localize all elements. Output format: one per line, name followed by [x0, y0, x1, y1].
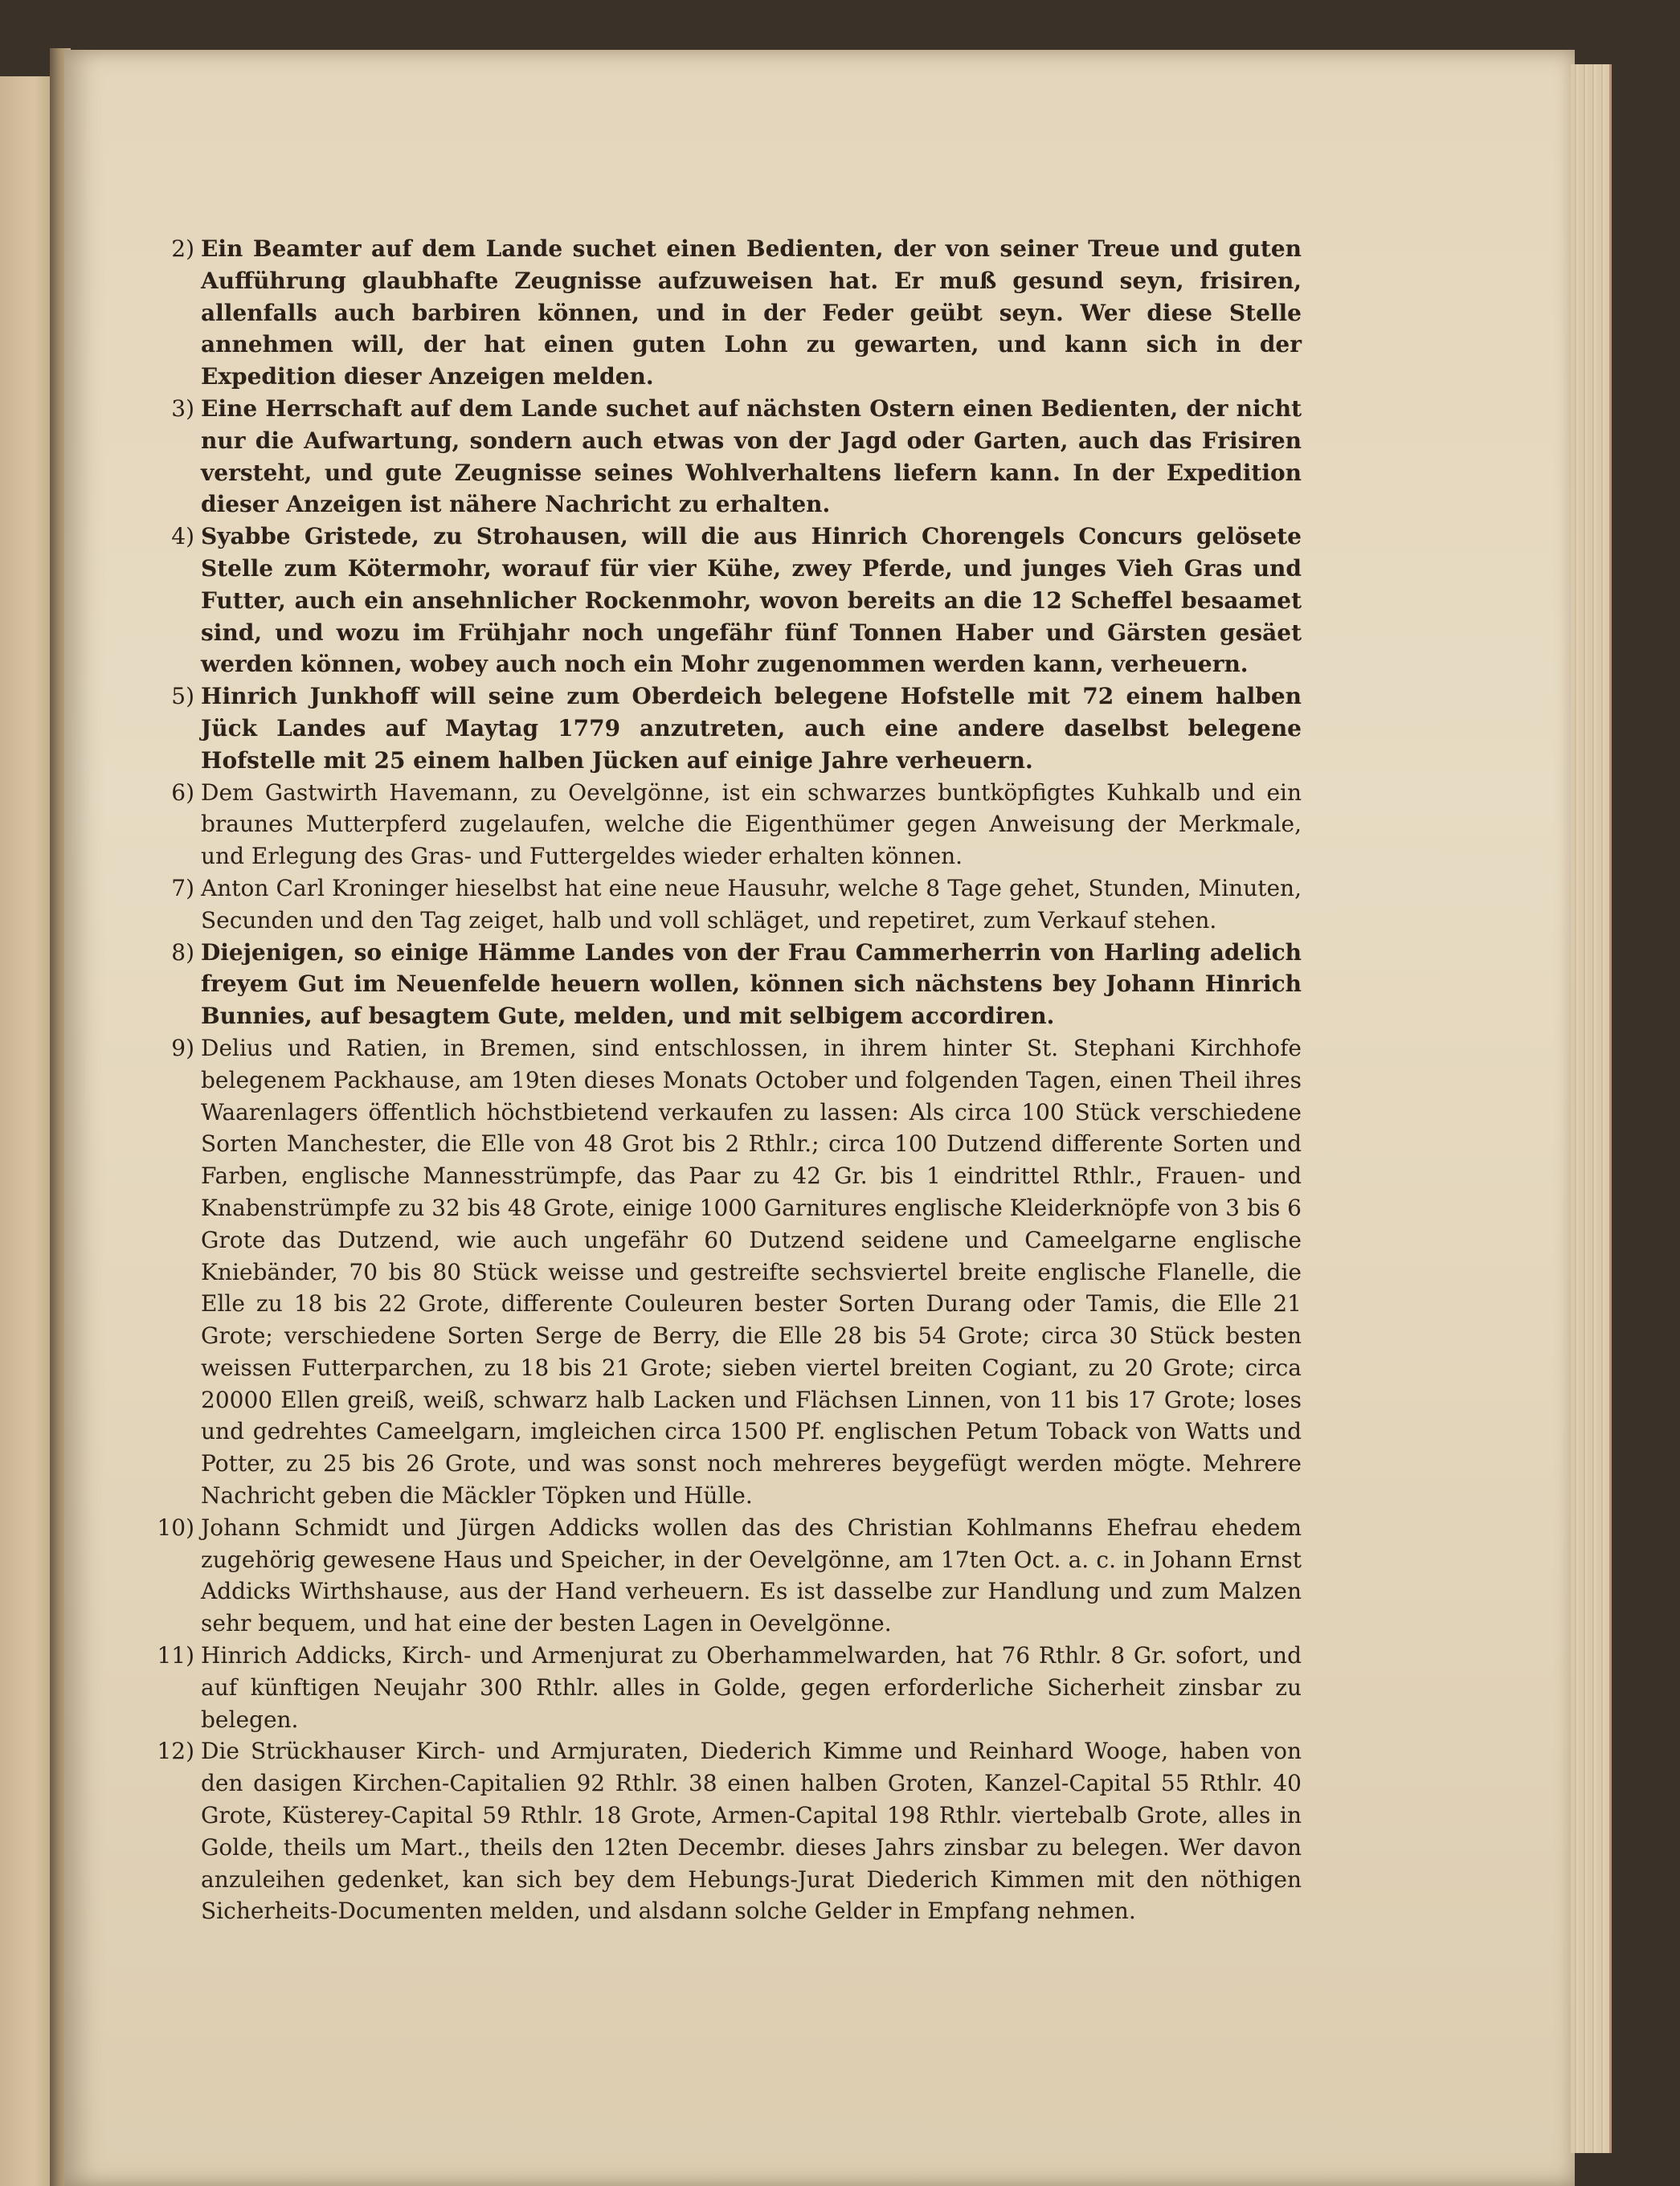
entry-4	[153, 521, 1302, 680]
facing-page-edge	[0, 76, 56, 2186]
entry-11	[153, 1640, 1302, 1735]
advertisements-text	[153, 233, 1302, 1927]
entry-7	[153, 872, 1302, 937]
entry-text: Hinrich Addicks, Kirch- und Armenjurat zu Oberhammelwarden, hat 76 Rthlr. 8 Gr. sofort, und auf künftigen Neujahr 300 Rthlr. alles in Golde, gegen erforderliche Sicherheit zinsbar zu belegen.	[201, 1642, 1302, 1733]
entry-text: Ein Beamter auf dem Lande suchet einen Bedienten, der von seiner Treue und guten Aufführung glaubhafte Zeugnisse aufzuweisen hat. Er muß gesund seyn, frisiren, allenfalls auch barbiren können, und in der Feder geübt seyn. Wer diese Stelle annehmen will, der hat einen guten Lohn zu gewarten, und kann sich in der Expedition dieser Anzeigen melden.	[201, 235, 1302, 390]
entry-text: Diejenigen, so einige Hämme Landes von der Frau Cammerherrin von Harling adelich freyem Gut im Neuenfelde heuern wollen, können sich nächstens bey Johann Hinrich Bunnies, auf besagtem Gute, melden, und mit selbigem accordiren.	[201, 938, 1302, 1030]
entry-5	[153, 680, 1302, 776]
entry-number: 9)	[171, 1034, 194, 1061]
entry-6	[153, 777, 1302, 872]
entry-text: Anton Carl Kroninger hieselbst hat eine neue Hausuhr, welche 8 Tage gehet, Stunden, Minuten, Secunden und den Tag zeiget, halb und voll schläget, und repetiret, zum Verkauf stehen.	[201, 874, 1302, 934]
entry-number: 6)	[171, 778, 194, 806]
entry-number: 4)	[171, 523, 194, 550]
entry-number: 7)	[171, 874, 194, 901]
entry-text: Johann Schmidt und Jürgen Addicks wollen das des Christian Kohlmanns Ehefrau ehedem zugehörig gewesene Haus und Speicher, in der Oevelgönne, am 17ten Oct. a. c. in Johann Ernst Addicks Wirthshause, aus der Hand verheuern. Es ist dasselbe zur Handlung und zum Malzen sehr bequem, und hat eine der besten Lagen in Oevelgönne.	[201, 1514, 1302, 1637]
entry-text: Die Strückhauser Kirch- und Armjuraten, Diederich Kimme und Reinhard Wooge, haben von den dasigen Kirchen-Capitalien 92 Rthlr. 38 einen halben Groten, Kanzel-Capital 55 Rthlr. 40 Grote, Küsterey-Capital 59 Rthlr. 18 Grote, Armen-Capital 198 Rthlr. viertebalb Grote, alles in Golde, theils um Mart., theils den 12ten Decembr. dieses Jahrs zinsbar zu belegen. Wer davon anzuleihen gedenket, kan sich bey dem Hebungs-Jurat Diederich Kimmen mit den nöthigen Sicherheits-Documenten melden, und alsdann solche Gelder in Empfang nehmen.	[201, 1738, 1302, 1925]
entry-3	[153, 393, 1302, 521]
page-stack-edges	[1571, 64, 1612, 2153]
entry-number: 11)	[157, 1642, 194, 1669]
entry-text: Eine Herrschaft auf dem Lande suchet auf nächsten Ostern einen Bedienten, der nicht nur die Aufwartung, sondern auch etwas von der Jagd oder Garten, auch das Frisiren versteht, und gute Zeugnisse seines Wohlverhaltens liefern kann. In der Expedition dieser Anzeigen ist nähere Nachricht zu erhalten.	[201, 394, 1302, 518]
entry-8	[153, 937, 1302, 1032]
entry-text: Syabbe Gristede, zu Strohausen, will die aus Hinrich Chorengels Concurs gelösete Stelle zum Kötermohr, worauf für vier Kühe, zwey Pferde, und junges Vieh Gras und Futter, auch ein ansehnlicher Rockenmohr, wovon bereits an die 12 Scheffel besaamet sind, und wozu im Frühjahr noch ungefähr fünf Tonnen Haber und Gärsten gesäet werden können, wobey auch noch ein Mohr zugenommen werden kann, verheuern.	[201, 523, 1302, 678]
entry-10	[153, 1512, 1302, 1640]
entry-number: 10)	[157, 1514, 194, 1541]
entry-number: 5)	[171, 683, 194, 710]
entry-text: Delius und Ratien, in Bremen, sind entschlossen, in ihrem hinter St. Stephani Kirchhofe belegenem Packhause, am 19ten dieses Monats October und folgenden Tagen, einen Theil ihres Waarenlagers öffentlich höchstbietend verkaufen zu lassen: Als circa 100 Stück verschiedene Sorten Manchester, die Elle von 48 Grot bis 2 Rthlr.; circa 100 Dutzend differente Sorten und Farben, englische Mannesstrümpfe, das Paar zu 42 Gr. bis 1 eindrittel Rthlr., Frauen- und Knabenstrümpfe zu 32 bis 48 Grote, einige 1000 Garnitures englische Kleiderknöpfe von 3 bis 6 Grote das Dutzend, wie auch ungefähr 60 Dutzend seidene und Cameelgarne englische Kniebänder, 70 bis 80 Stück weisse und gestreifte sechsviertel breite englische Flanelle, die Elle zu 18 bis 22 Grote, differente Couleuren bester Sorten Durang oder Tamis, die Elle 21 Grote; verschiedene Sorten Serge de Berry, die Elle 28 bis 54 Grote; circa 30 Stück besten weissen Futterparchen, zu 18 bis 21 Grote; sieben viertel breiten Cogiant, zu 20 Grote; circa 20000 Ellen greiß, weiß, schwarz halb Lacken und Flächsen Linnen, von 11 bis 17 Grote; loses und gedrehtes Cameelgarn, imgleichen circa 1500 Pf. englischen Petum Toback von Watts und Potter, zu 25 bis 26 Grote, und was sonst noch mehreres beygefügt werden mögte. Mehrere Nachricht geben die Mäckler Töpken und Hülle.	[201, 1034, 1302, 1510]
entry-number: 3)	[171, 394, 194, 422]
entry-number: 2)	[171, 235, 194, 262]
entry-9	[153, 1032, 1302, 1512]
entry-text: Dem Gastwirth Havemann, zu Oevelgönne, ist ein schwarzes buntköpfigtes Kuhkalb und ein braunes Mutterpferd zugelaufen, welche die Eigenthümer gegen Anweisung der Merkmale, und Erlegung des Gras- und Futtergeldes wieder erhalten können.	[201, 778, 1302, 870]
entry-12	[153, 1735, 1302, 1927]
entry-text: Hinrich Junkhoff will seine zum Oberdeich belegene Hofstelle mit 72 einem halben Jück Landes auf Maytag 1779 anzutreten, auch eine andere daselbst belegene Hofstelle mit 25 einem halben Jücken auf einige Jahre verheuern.	[201, 683, 1302, 774]
entry-number: 12)	[157, 1738, 194, 1765]
entry-2	[153, 233, 1302, 393]
entry-number: 8)	[171, 938, 194, 966]
